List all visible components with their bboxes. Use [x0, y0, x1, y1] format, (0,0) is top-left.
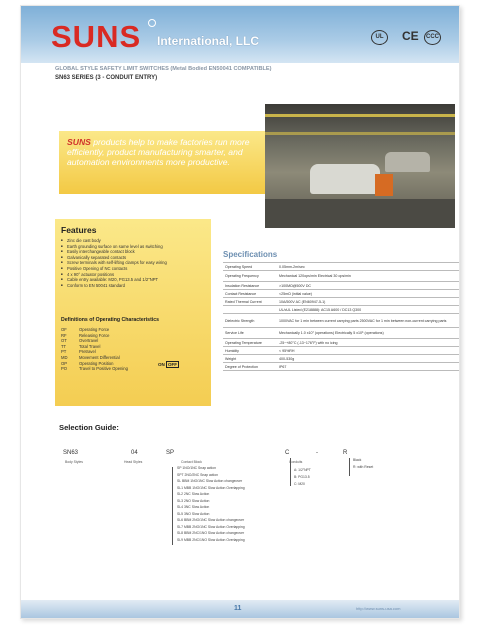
spec-key: Contact Resistance: [223, 290, 277, 298]
spec-value: Mechanically 1.0 x10⁷ (operations) Electrically 5 x10⁵ (operations): [277, 328, 460, 339]
spec-key: [223, 306, 277, 314]
photo-car: [385, 152, 430, 172]
definition-row: RF Releasing Force: [61, 332, 110, 338]
caption-conduit: Conduits: [289, 460, 303, 464]
page-number: 11: [234, 605, 242, 612]
photo-robot: [375, 174, 393, 196]
spec-key: Operating Temperature: [223, 339, 277, 347]
contact-option: SL6 BBM 2NO/1NC Slow Action changeover: [177, 518, 245, 522]
feature-item: ■ Conform to EN 50041 standard: [61, 283, 167, 289]
spec-row: [223, 347, 460, 355]
promo-body: products help to make factories run more efficiently, product manufacturing smarter, and automation environments more productive.: [67, 137, 250, 167]
code-conduit: C: [285, 450, 290, 456]
definition-row: PT Pretravel: [61, 349, 96, 355]
contact-bracket: [172, 467, 173, 545]
footer-url: http://www.suns-usa.com: [356, 606, 401, 611]
spec-row: [223, 290, 460, 298]
photo-beam: [265, 114, 455, 117]
specifications-title: Specifications: [223, 250, 278, 259]
spec-key: Dielectric Strength: [223, 314, 277, 328]
spec-value: IP67: [277, 363, 460, 371]
spec-value: Mechanical 120ops/min Electrical 30 ops/min: [277, 271, 460, 282]
brand-logo: SUNS: [51, 19, 142, 54]
contact-option: SP 1NO/1NC Snap action: [177, 466, 216, 470]
photo-beam: [265, 132, 455, 135]
spec-row: [223, 355, 460, 363]
conduit-bracket: [290, 458, 291, 486]
ce-mark-icon: CE: [402, 29, 419, 43]
contact-option: SL7 MBB 2NO/1NC Slow Action Overlapping: [177, 524, 245, 529]
spec-key: Humidity: [223, 347, 277, 355]
definition-row: MD Movement Differential: [61, 354, 120, 360]
spec-row: [223, 263, 460, 271]
spec-value: 10A/500V AC (EN60947-5-1): [277, 298, 460, 306]
spec-value: >100MΩ@500V DC: [277, 282, 460, 290]
page-subtitle: SN63 SERIES (3 - CONDUIT ENTRY): [55, 75, 158, 81]
feature-item: ■ Earth grounding surface on same level as switching: [61, 244, 167, 250]
code-reset: R: [343, 450, 348, 456]
code-body: SN63: [63, 450, 79, 456]
page-title: GLOBAL STYLE SAFETY LIMIT SWITCHES (Metal Bodied EN50041 COMPATIBLE): [55, 66, 272, 72]
brand-subtitle: International, LLC: [157, 34, 259, 48]
promo-text: [67, 137, 281, 167]
feature-item: ■ Screw terminals with self-lifting clamps for easy wiring: [61, 260, 167, 266]
photo-floor: [265, 199, 455, 228]
definition-row: TT Total Travel: [61, 343, 101, 349]
spec-row: [223, 271, 460, 282]
spec-row: [223, 328, 460, 339]
code-dash: -: [316, 450, 318, 456]
code-contact: SP: [166, 450, 175, 456]
spec-key: Degree of Protection: [223, 363, 277, 371]
conduit-option: C: M20: [294, 482, 305, 486]
spec-row: [223, 363, 460, 371]
feature-item: ■ Positive Opening of NC contacts: [61, 266, 167, 272]
contact-option: SL8 BBM 2NC/1NO Slow Action changeover: [177, 531, 245, 535]
spec-value: 400-530g: [277, 355, 460, 363]
ccc-cert-icon: CCC: [424, 30, 441, 45]
spec-row: [223, 298, 460, 306]
on-off-indicator: ON OFF: [158, 362, 178, 367]
reset-option: Black: [353, 458, 362, 462]
contact-option: SL9 MBB 2NC/1NO Slow Action Overlapping: [177, 537, 245, 542]
definition-row: PO Travel to Positive Opening: [61, 366, 128, 372]
features-title: Features: [61, 225, 97, 235]
conduit-option: A: 1/2"NPT: [294, 468, 311, 472]
feature-item: ■ 4 x 90° actuator positions: [61, 272, 167, 278]
definitions-title: Definitions of Operating Characteristics: [61, 317, 160, 323]
spec-value: <25mΩ (initial value): [277, 290, 460, 298]
spec-value: UL/cUL Listed (E218888): AC15 A600 / DC13 Q300: [277, 306, 460, 314]
definitions-list: [61, 327, 128, 372]
definition-row: OT Overtravel: [61, 338, 99, 344]
contact-option: SL5 3NO Slow Action: [177, 511, 210, 516]
contact-option: SL3 2NO Slow Action: [177, 498, 210, 503]
caption-contact: Contact Block: [181, 460, 202, 464]
contact-option: SL2 2NC Slow Action: [177, 492, 210, 496]
reset-bracket: [349, 458, 350, 476]
spec-row: [223, 339, 460, 347]
spec-value: < 95%RH: [277, 347, 460, 355]
ul-cert-icon: UL: [371, 30, 388, 45]
feature-item: ■ Cable entry available: M20, PG13.5 and 1/2"NPT: [61, 277, 167, 283]
spec-row: [223, 306, 460, 314]
factory-photo: [265, 104, 455, 228]
definition-row: OF Operating Force: [61, 327, 110, 332]
catalog-page: [20, 5, 460, 619]
feature-item: ■ Zinc die cast body: [61, 238, 167, 244]
spec-key: Insulation Resistance: [223, 282, 277, 290]
registered-mark-icon: [148, 19, 156, 27]
caption-head: Head Styles: [124, 460, 143, 464]
features-box: [55, 219, 211, 406]
feature-item: ■ Galvanically separated contacts: [61, 255, 167, 261]
contact-option: SL4 3NC Slow Action: [177, 505, 210, 509]
spec-row: [223, 314, 460, 328]
conduit-option: B: PG13.5: [294, 475, 310, 479]
contact-option: SL BBM 1NO/1NC Slow Action changeover: [177, 479, 243, 483]
spec-value: -25~+80°C (-13~176°F) with no icing: [277, 339, 460, 347]
selection-guide-title: Selection Guide:: [59, 423, 119, 432]
spec-key: Weight: [223, 355, 277, 363]
spec-value: 0.05mm-2m/sec: [277, 263, 460, 271]
caption-body: Body Styles: [65, 460, 83, 464]
spec-row: [223, 282, 460, 290]
contact-option: SL1 MBB 1NO/1NC Slow Action Overlapping: [177, 485, 245, 490]
spec-key: Service Life: [223, 328, 277, 339]
features-list: [61, 238, 167, 288]
photo-car: [310, 164, 380, 194]
reset-option: R: with Reset: [353, 465, 374, 469]
code-head: 04: [131, 450, 138, 456]
contact-option: SPT 2NO/2NC Snap action: [177, 472, 219, 477]
spec-value: 1000VAC for 1 min between current carrying parts 2500VAC for 1 min between non-current carrying parts: [277, 314, 460, 328]
definition-row: OP Operating Position: [61, 360, 114, 366]
feature-item: ■ Easily interchangeable contact block: [61, 249, 167, 255]
specifications-table: [223, 262, 460, 371]
spec-key: Operating Speed: [223, 263, 277, 271]
spec-key: Operating Frequency: [223, 271, 277, 282]
promo-brand: SUNS: [67, 137, 91, 147]
spec-key: Rated Thermal Current: [223, 298, 277, 306]
